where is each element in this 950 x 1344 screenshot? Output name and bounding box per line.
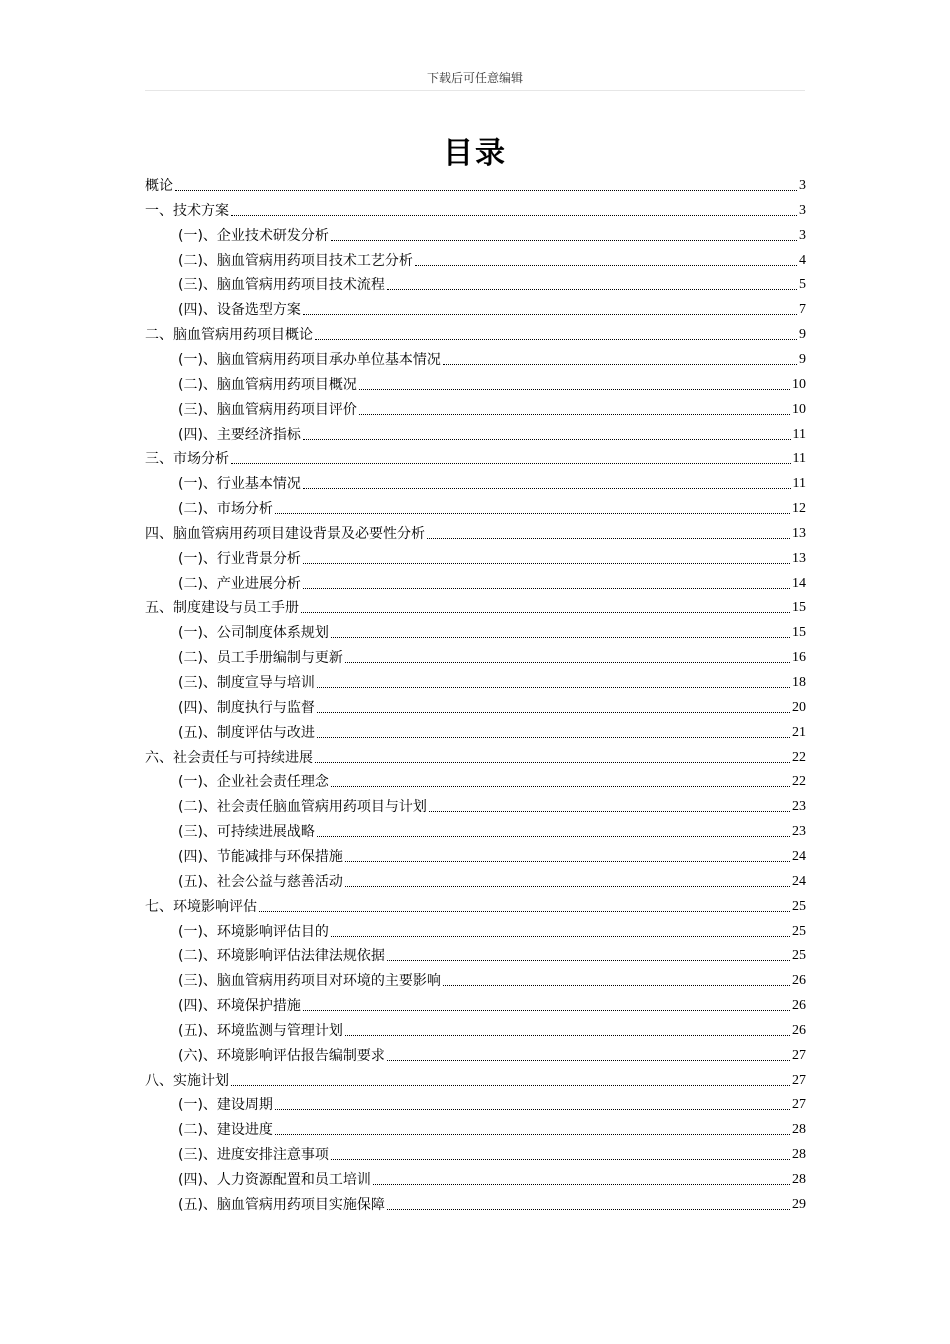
toc-entry[interactable] <box>178 1195 806 1215</box>
toc-page-number: 25 <box>792 923 806 939</box>
toc-page-number: 26 <box>792 1022 806 1038</box>
toc-entry[interactable] <box>178 1145 806 1165</box>
toc-entry-label: (一)、建设周期 <box>178 1097 273 1114</box>
toc-entry-label: (四)、设备选型方案 <box>178 302 301 319</box>
toc-entry[interactable] <box>178 623 806 643</box>
toc-page-number: 11 <box>792 451 806 467</box>
toc-page-number: 26 <box>792 973 806 989</box>
toc-page-number: 10 <box>792 401 806 417</box>
toc-page-number: 22 <box>792 749 806 765</box>
toc-entry-label: (一)、行业基本情况 <box>178 476 301 493</box>
toc-page-number: 5 <box>799 277 806 293</box>
toc-dot-leader <box>275 1109 790 1110</box>
toc-dot-leader <box>331 936 790 937</box>
toc-page-number: 27 <box>792 1097 806 1113</box>
toc-entry[interactable] <box>145 598 806 618</box>
toc-entry-label: (二)、脑血管病用药项目技术工艺分析 <box>178 252 413 269</box>
toc-entry-label: (四)、环境保护措施 <box>178 998 301 1015</box>
toc-entry[interactable] <box>178 797 806 817</box>
toc-page-number: 7 <box>799 302 806 318</box>
toc-entry-label: (四)、人力资源配置和员工培训 <box>178 1172 371 1188</box>
toc-page-number: 23 <box>792 799 806 815</box>
toc-dot-leader <box>387 1060 790 1061</box>
toc-page-number: 9 <box>799 351 806 367</box>
toc-entry[interactable] <box>178 698 806 718</box>
toc-entry[interactable] <box>178 922 806 942</box>
header-divider <box>145 90 805 91</box>
toc-page-number: 25 <box>792 898 806 914</box>
toc-dot-leader <box>427 538 790 539</box>
toc-entry-label: (二)、建设进度 <box>178 1122 273 1139</box>
toc-entry[interactable] <box>178 574 806 594</box>
toc-page-number: 12 <box>792 501 806 517</box>
toc-entry-label: (四)、节能减排与环保措施 <box>178 848 343 865</box>
toc-entry[interactable] <box>145 897 806 917</box>
toc-entry-label: (三)、脑血管病用药项目对环境的主要影响 <box>178 973 441 990</box>
toc-entry-label: (四)、制度执行与监督 <box>178 699 315 716</box>
toc-entry-label: 四、脑血管病用药项目建设背景及必要性分析 <box>145 525 425 542</box>
toc-dot-leader <box>373 1184 790 1185</box>
toc-dot-leader <box>387 1209 790 1210</box>
toc-dot-leader <box>331 637 790 638</box>
toc-dot-leader <box>231 1085 790 1086</box>
toc-entry-label: (一)、行业背景分析 <box>178 550 301 567</box>
toc-entry[interactable] <box>145 176 806 196</box>
toc-entry-label: (六)、环境影响评估报告编制要求 <box>178 1047 385 1064</box>
toc-entry[interactable] <box>178 425 806 445</box>
toc-page-number: 20 <box>792 699 806 715</box>
toc-page-number: 24 <box>792 848 806 864</box>
toc-entry-label: (三)、脑血管病用药项目技术流程 <box>178 277 385 294</box>
toc-entry-label: (一)、公司制度体系规划 <box>178 625 329 642</box>
toc-entry[interactable] <box>178 996 806 1016</box>
toc-page-number: 14 <box>792 575 806 591</box>
toc-entry[interactable] <box>178 723 806 743</box>
toc-entry[interactable] <box>178 499 806 519</box>
toc-entry-label: (二)、员工手册编制与更新 <box>178 650 343 667</box>
toc-dot-leader <box>303 1010 790 1011</box>
toc-dot-leader <box>317 687 790 688</box>
toc-page-number: 22 <box>792 774 806 790</box>
toc-page-number: 26 <box>792 998 806 1014</box>
toc-entry-label: (二)、环境影响评估法律法规依据 <box>178 948 385 965</box>
toc-entry-label: (二)、产业进展分析 <box>178 575 301 592</box>
toc-entry[interactable] <box>145 524 806 544</box>
toc-page-number: 21 <box>792 724 806 740</box>
toc-dot-leader <box>345 1035 790 1036</box>
toc-entry[interactable] <box>178 872 806 892</box>
toc-page-number: 13 <box>792 525 806 541</box>
toc-entry-label: (二)、市场分析 <box>178 501 273 518</box>
toc-dot-leader <box>231 463 791 464</box>
toc-entry-label: (一)、企业技术研发分析 <box>178 227 329 244</box>
toc-dot-leader <box>429 811 790 812</box>
toc-entry-label: (四)、主要经济指标 <box>178 426 301 443</box>
toc-entry[interactable] <box>178 400 806 420</box>
toc-dot-leader <box>303 488 791 489</box>
toc-entry-label: 五、制度建设与员工手册 <box>145 600 299 617</box>
toc-dot-leader <box>317 737 790 738</box>
toc-dot-leader <box>345 886 790 887</box>
toc-dot-leader <box>303 563 790 564</box>
toc-entry[interactable] <box>178 251 806 271</box>
toc-dot-leader <box>387 960 790 961</box>
toc-entry[interactable] <box>178 1170 806 1190</box>
toc-entry-label: 三、市场分析 <box>145 451 229 468</box>
toc-dot-leader <box>317 712 790 713</box>
toc-entry[interactable] <box>178 1021 806 1041</box>
toc-dot-leader <box>345 662 790 663</box>
toc-entry[interactable] <box>178 772 806 792</box>
toc-entry[interactable] <box>145 325 806 345</box>
toc-entry[interactable] <box>178 1120 806 1140</box>
toc-entry-label: 二、脑血管病用药项目概论 <box>145 327 313 344</box>
toc-entry[interactable] <box>178 847 806 867</box>
toc-dot-leader <box>315 762 790 763</box>
toc-page-number: 29 <box>792 1196 806 1212</box>
toc-page-number: 16 <box>792 650 806 666</box>
toc-dot-leader <box>315 339 797 340</box>
toc-entry[interactable] <box>178 1095 806 1115</box>
toc-entry-label: (三)、可持续进展战略 <box>178 824 315 841</box>
toc-entry[interactable] <box>178 375 806 395</box>
toc-dot-leader <box>359 414 790 415</box>
toc-page-number: 28 <box>792 1172 806 1187</box>
toc-page-number: 3 <box>799 227 806 243</box>
toc-dot-leader <box>275 513 790 514</box>
toc-entry-label: 概论 <box>145 178 173 194</box>
toc-dot-leader <box>443 364 797 365</box>
toc-page-number: 9 <box>799 327 806 343</box>
toc-entry-label: 六、社会责任与可持续进展 <box>145 749 313 766</box>
toc-dot-leader <box>303 588 790 589</box>
toc-entry-label: (三)、制度宣导与培训 <box>178 675 315 691</box>
toc-dot-leader <box>303 439 791 440</box>
toc-entry-label: (五)、社会公益与慈善活动 <box>178 873 343 890</box>
toc-entry-label: (三)、进度安排注意事项 <box>178 1147 329 1164</box>
toc-entry[interactable] <box>178 350 806 370</box>
toc-entry[interactable] <box>145 201 806 221</box>
toc-dot-leader <box>443 985 790 986</box>
toc-entry[interactable] <box>178 226 806 246</box>
toc-entry-label: (五)、环境监测与管理计划 <box>178 1022 343 1039</box>
toc-dot-leader <box>301 612 790 613</box>
toc-page-number: 3 <box>799 178 806 193</box>
toc-dot-leader <box>231 215 797 216</box>
toc-page-number: 25 <box>792 948 806 964</box>
toc-entry-label: (二)、社会责任脑血管病用药项目与计划 <box>178 799 427 816</box>
toc-entry-label: (二)、脑血管病用药项目概况 <box>178 376 357 393</box>
toc-page-number: 15 <box>792 625 806 641</box>
toc-dot-leader <box>387 289 797 290</box>
toc-entry-label: (一)、企业社会责任理念 <box>178 774 329 791</box>
toc-dot-leader <box>331 1159 790 1160</box>
toc-entry-label: 七、环境影响评估 <box>145 898 257 915</box>
toc-entry[interactable] <box>178 474 806 494</box>
toc-page-number: 28 <box>792 1147 806 1163</box>
toc-dot-leader <box>317 836 790 837</box>
toc-entry[interactable] <box>178 1046 806 1066</box>
toc-entry-label: (一)、脑血管病用药项目承办单位基本情况 <box>178 351 441 368</box>
toc-dot-leader <box>303 314 797 315</box>
toc-entry[interactable] <box>178 549 806 569</box>
toc-dot-leader <box>331 786 790 787</box>
toc-page-number: 27 <box>792 1047 806 1063</box>
toc-dot-leader <box>259 911 790 912</box>
toc-page-number: 27 <box>792 1072 806 1088</box>
toc-page-number: 28 <box>792 1122 806 1138</box>
toc-page-number: 24 <box>792 873 806 889</box>
toc-page-number: 18 <box>792 675 806 690</box>
toc-dot-leader <box>415 265 797 266</box>
toc-entry[interactable] <box>145 1071 806 1091</box>
toc-dot-leader <box>331 240 797 241</box>
toc-entry[interactable] <box>178 300 806 320</box>
toc-title: 目录 <box>443 136 507 171</box>
toc-page-number: 10 <box>792 376 806 392</box>
toc-dot-leader <box>359 389 790 390</box>
toc-entry[interactable] <box>178 275 806 295</box>
toc-page-number: 11 <box>792 476 806 492</box>
toc-page-number: 13 <box>792 550 806 566</box>
toc-dot-leader <box>175 190 797 191</box>
toc-page-number: 4 <box>799 252 806 268</box>
toc-entry-label: (三)、脑血管病用药项目评价 <box>178 401 357 418</box>
toc-entry-label: (五)、脑血管病用药项目实施保障 <box>178 1196 385 1213</box>
toc-dot-leader <box>275 1134 790 1135</box>
toc-dot-leader <box>345 861 790 862</box>
toc-entry[interactable] <box>178 971 806 991</box>
toc-entry[interactable] <box>178 822 806 842</box>
toc-page-number: 3 <box>799 202 806 218</box>
toc-entry[interactable] <box>178 673 806 693</box>
toc-entry[interactable] <box>145 449 806 469</box>
toc-page-number: 11 <box>792 426 806 442</box>
toc-entry-label: (一)、环境影响评估目的 <box>178 923 329 940</box>
toc-page-number: 15 <box>792 600 806 616</box>
toc-entry[interactable] <box>145 748 806 768</box>
toc-page-number: 23 <box>792 824 806 840</box>
toc-entry[interactable] <box>178 648 806 668</box>
toc-entry-label: 八、实施计划 <box>145 1072 229 1089</box>
toc-entry-label: (五)、制度评估与改进 <box>178 724 315 741</box>
toc-entry[interactable] <box>178 946 806 966</box>
page-header: 下载后可任意编辑 <box>426 71 523 85</box>
toc-entry-label: 一、技术方案 <box>145 202 229 219</box>
